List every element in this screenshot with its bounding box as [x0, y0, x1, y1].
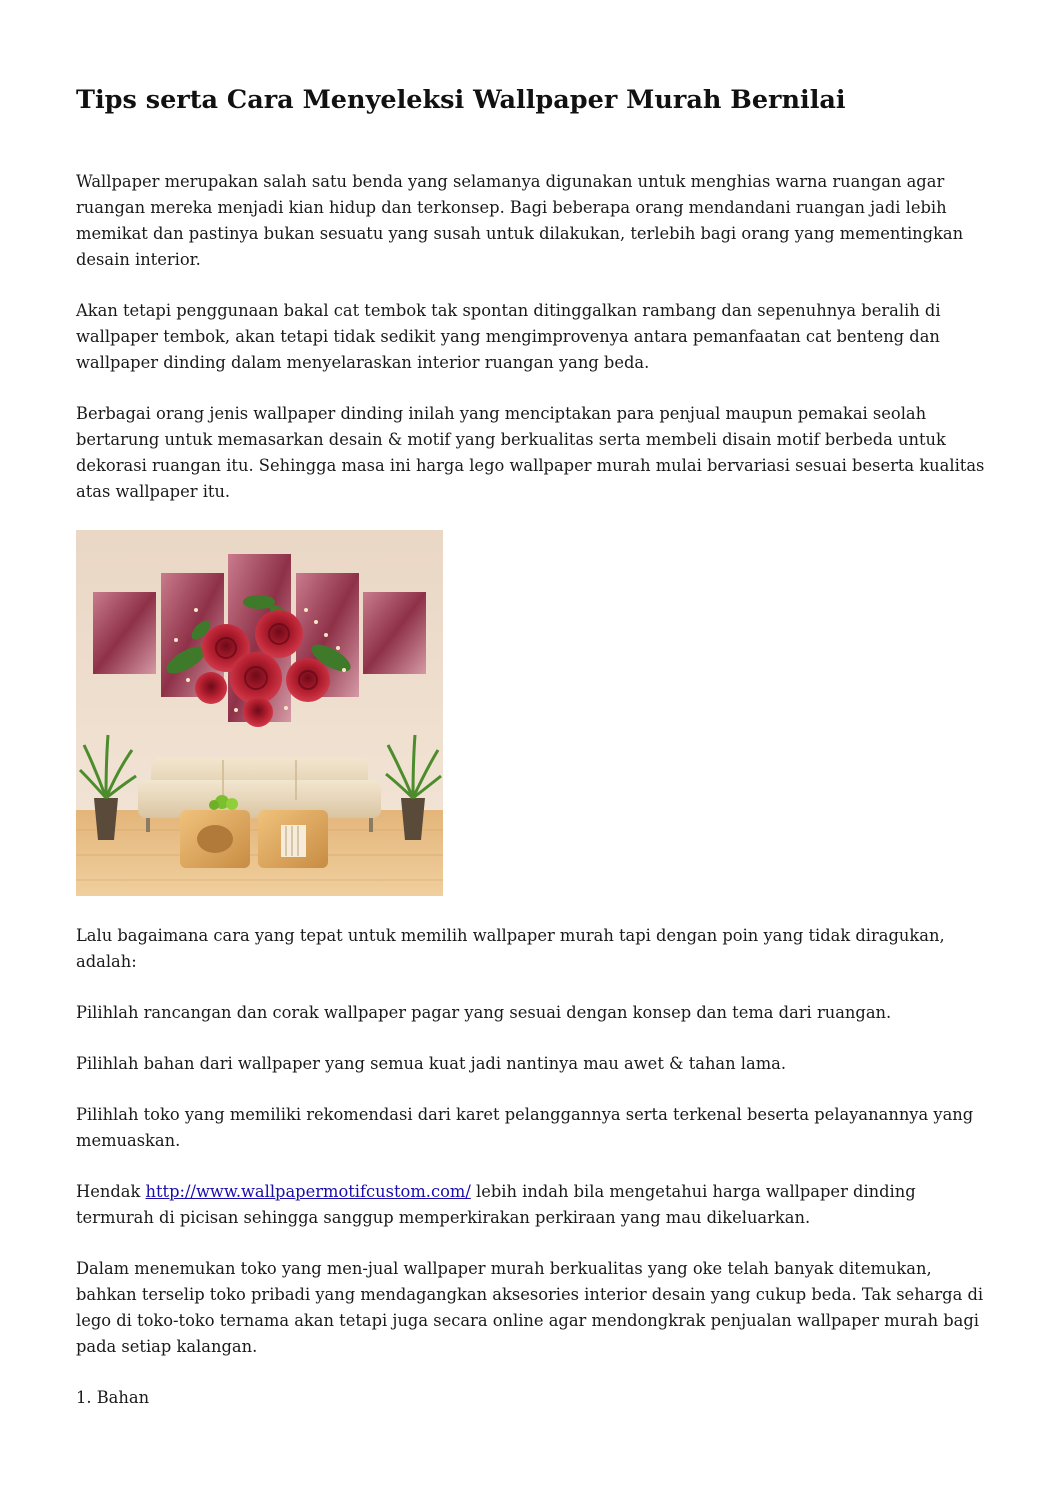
paragraph-variety: Berbagai orang jenis wallpaper dinding inilah yang menciptakan para penjual maupun pemakai seolah bertarung untuk memasarkan desain & motif yang berkualitas serta membeli disain motif berbeda untuk dekorasi ruangan itu. Sehingga masa ini harga lego wallpaper murah mulai bervariasi sesuai beserta kualitas atas wallpaper itu. — [76, 404, 985, 501]
paragraph-how-to-choose: Lalu bagaimana cara yang tepat untuk memilih wallpaper murah tapi dengan poin yang tidak diragukan, adalah: — [76, 926, 945, 971]
tip-store-reputation: Pilihlah toko yang memiliki rekomendasi dari karet pelanggannya serta terkenal beserta pelayanannya yang memuaskan. — [76, 1105, 974, 1150]
tip-material: Pilihlah bahan dari wallpaper yang semua kuat jadi nantinya mau awet & tahan lama. — [76, 1054, 787, 1073]
paragraph-intro: Wallpaper merupakan salah satu benda yang selamanya digunakan untuk menghias warna ruangan agar ruangan mereka menjadi kian hidup dan terkonsep. Bagi beberapa orang mendandani ruangan jadi lebih memikat dan pastinya bukan sesuatu yang susah untuk dilakukan, terlebih bagi orang yang mementingkan desain interior. — [76, 172, 964, 269]
link-lead-text: Hendak — [76, 1182, 146, 1201]
document-body — [76, 169, 986, 1436]
list-heading-material: 1. Bahan — [76, 1388, 150, 1407]
paragraph-finding-stores: Dalam menemukan toko yang men-jual wallpaper murah berkualitas yang oke telah banyak ditemukan, bahkan terselip toko pribadi yang mendagangkan aksesories interior desain yang cukup beda. Tak seharga di lego di toko-toko ternama akan tetapi juga secara online agar mendongkrak penjualan wallpaper murah bagi pada setiap kalangan. — [76, 1259, 984, 1356]
wallpaper-site-link[interactable]: http://www.wallpapermotifcustom.com/ — [145, 1182, 471, 1201]
paragraph-link — [76, 1179, 986, 1231]
rose-wall-art-photo — [76, 530, 443, 896]
paragraph-paint-vs-wallpaper: Akan tetapi penggunaan bakal cat tembok tak spontan ditinggalkan rambang dan sepenuhnya beralih di wallpaper tembok, akan tetapi tidak sedikit yang mengimprovenya antara pemanfaatan cat benteng dan wallpaper dinding dalam menyelaraskan interior ruangan yang beda. — [76, 301, 941, 372]
tip-design-pattern: Pilihlah rancangan dan corak wallpaper pagar yang sesuai dengan konsep dan tema dari ruangan. — [76, 1003, 892, 1022]
document-title: Tips serta Cara Menyeleksi Wallpaper Murah Bernilai — [76, 85, 846, 115]
link-trail-text: lebih indah bila mengetahui harga wallpaper dinding termurah di picisan sehingga sanggup memperkirakan perkiraan yang mau dikeluarkan. — [76, 1182, 916, 1227]
